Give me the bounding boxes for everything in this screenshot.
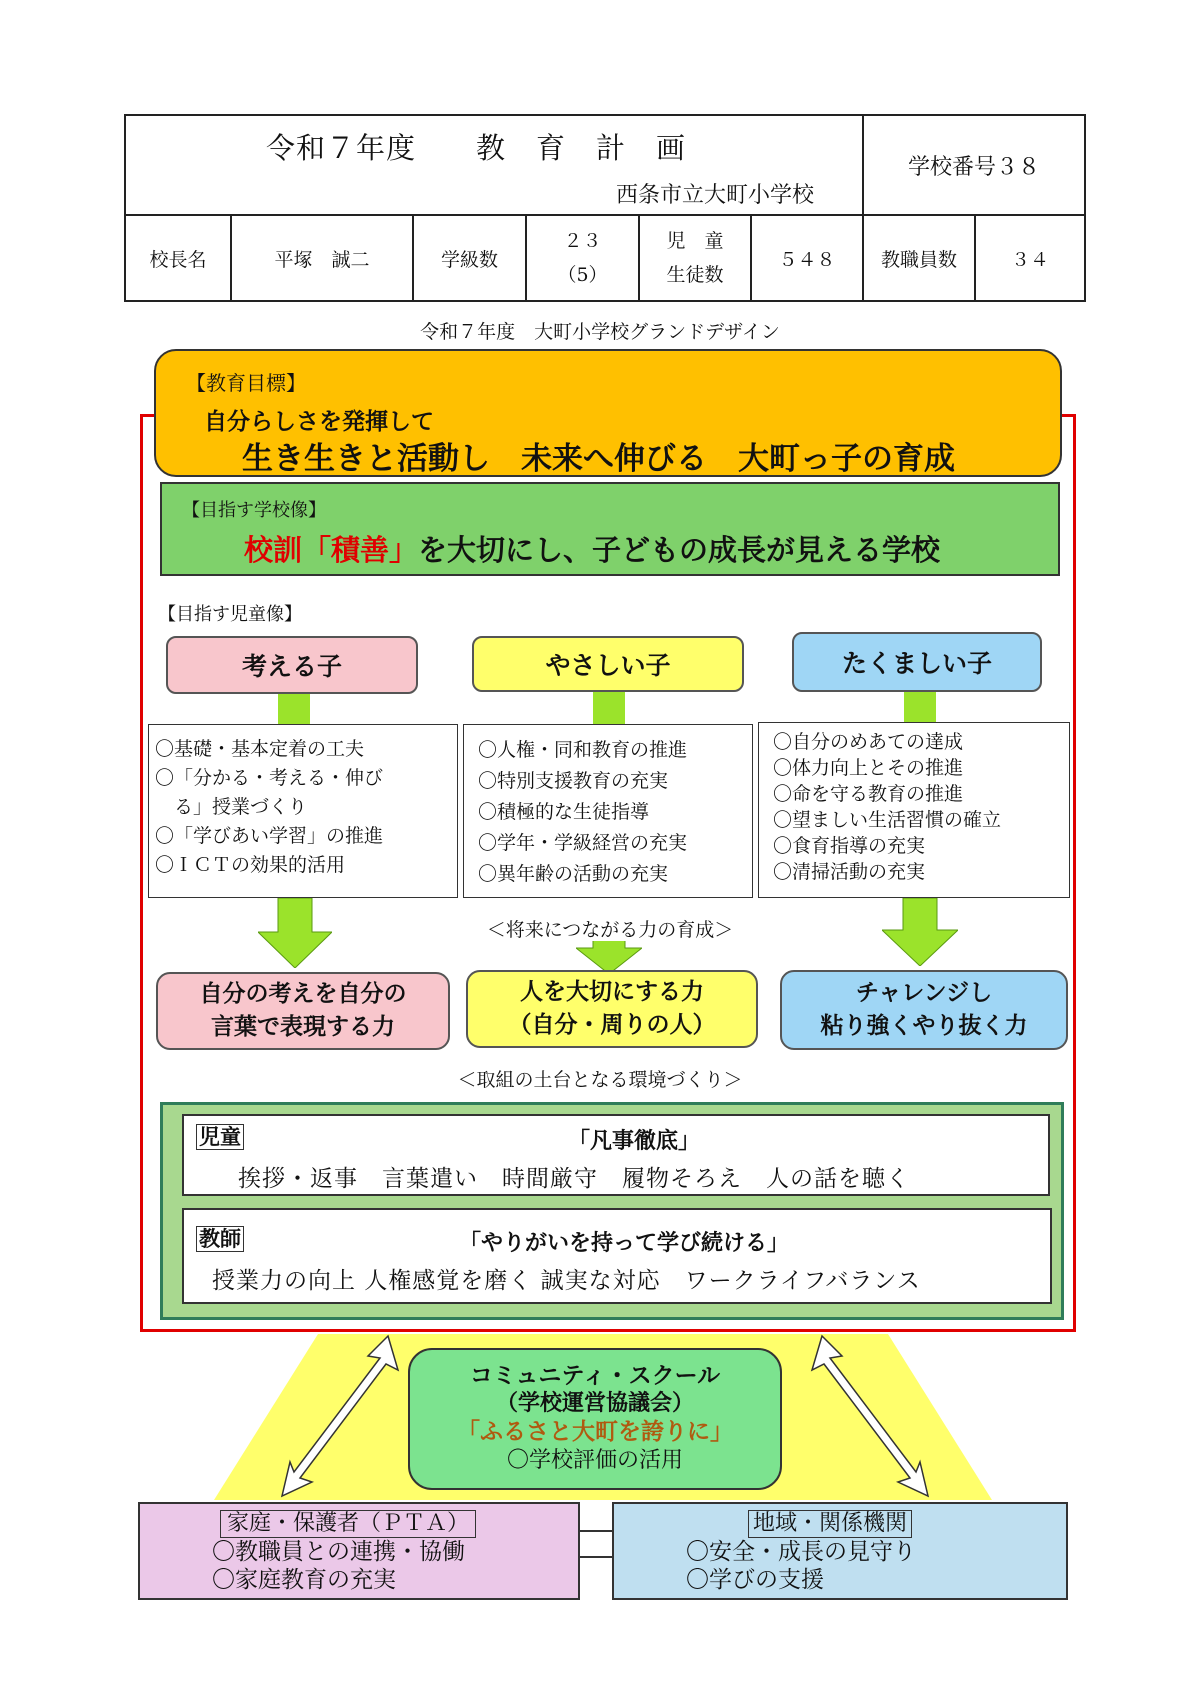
left-double-arrow-icon (270, 1330, 410, 1500)
principal-label: 校長名 (149, 248, 207, 271)
list-item: 〇人権・同和教育の推進 (478, 739, 688, 761)
outcome-line: （自分・周りの人） (508, 1012, 716, 1038)
outcome-line: 人を大切にする力 (520, 979, 704, 1005)
students-label-2: 生徒数 (666, 264, 724, 286)
staff-label: 教職員数 (880, 248, 957, 271)
region-box (612, 1502, 1068, 1600)
outcome-line: 自分の考えを自分の (199, 981, 407, 1007)
classes-sub: （5） (557, 264, 608, 286)
staff-value: ３４ (1010, 248, 1049, 271)
family-box (138, 1502, 580, 1600)
teachers-items: 授業力の向上 人権感覚を磨く 誠実な対応 ワークライフバランス (212, 1268, 921, 1294)
family-items (212, 1538, 465, 1594)
list-item: 〇自分のめあての達成 (773, 731, 964, 753)
pillar-title-think: 考える子 (166, 636, 418, 694)
students-tag: 児童 (196, 1124, 244, 1150)
school-number: 学校番号３８ (907, 154, 1040, 180)
future-label: ＜将来につながる力の育成＞ (420, 915, 800, 941)
students-label-1: 児 童 (666, 230, 724, 252)
list-item: 〇家庭教育の充実 (212, 1567, 396, 1593)
community-school-box (408, 1348, 782, 1490)
list-item: 〇命を守る教育の推進 (773, 783, 964, 805)
community-slogan: 「ふるさと大町を誇りに」 (457, 1419, 733, 1445)
teachers-heading: 「やりがいを持って学び続ける」 (458, 1231, 789, 1256)
list-item: 〇教職員との連携・協働 (212, 1539, 465, 1565)
list-item: 〇望ましい生活習慣の確立 (773, 809, 1002, 831)
community-line-1: コミュニティ・スクール (469, 1363, 721, 1389)
list-item: 〇基礎・基本定着の工夫 (155, 738, 365, 760)
plan-title: 令和７年度 教 育 計 画 (266, 131, 687, 165)
outcome-line: チャレンジし (855, 980, 993, 1006)
school-motto: 校訓「積善」 (244, 533, 419, 567)
list-item: 〇学びの支援 (686, 1567, 824, 1593)
list-item: 〇特別支援教育の充実 (478, 770, 669, 792)
list-item: 〇清掃活動の充実 (773, 861, 926, 883)
list-item: 〇ＩＣＴの効果的活用 (155, 854, 346, 876)
list-item: 〇安全・成長の見守り (686, 1539, 916, 1565)
teachers-tag: 教師 (196, 1226, 244, 1252)
region-items (686, 1538, 916, 1594)
list-item: る」授業づくり (155, 796, 308, 818)
region-heading: 地域・関係機関 (748, 1510, 912, 1538)
pillar-title-kind: やさしい子 (472, 636, 744, 692)
family-heading: 家庭・保護者（ＰＴＡ） (220, 1510, 476, 1538)
school-image-label: 【目指す学校像】 (182, 500, 326, 521)
school-image-rest: を大切にし、子どもの成長が見える学校 (418, 533, 941, 567)
outcome-line: 粘り強くやり抜く力 (820, 1013, 1028, 1039)
students-heading: 「凡事徹底」 (567, 1129, 700, 1154)
child-image-label: 【目指す児童像】 (158, 604, 302, 625)
list-item: 〇「学びあい学習」の推進 (155, 825, 384, 847)
bottom-connector (578, 1530, 614, 1532)
right-double-arrow-icon (800, 1330, 940, 1500)
students-items: 挨拶・返事 言葉遣い 時間厳守 履物そろえ 人の話を聴く (238, 1166, 910, 1192)
school-name: 西条市立大町小学校 (616, 183, 815, 208)
list-item: 〇体力向上とその推進 (773, 757, 964, 779)
community-line-2: （学校運営協議会） (495, 1391, 694, 1416)
goal-label: 【教育目標】 (186, 371, 306, 395)
design-title: 令和７年度 大町小学校グランドデザイン (420, 320, 780, 343)
goal-line-2: 生き生きと活動し 未来へ伸びる 大町っ子の育成 (242, 441, 955, 477)
list-item: 〇積極的な生徒指導 (478, 801, 650, 823)
classes-value: ２３ (563, 230, 602, 252)
community-item: 〇学校評価の活用 (506, 1448, 683, 1473)
list-item: 〇学年・学級経営の充実 (478, 832, 688, 854)
bottom-connector (578, 1556, 614, 1558)
list-item: 〇「分かる・考える・伸び (155, 767, 384, 789)
list-item: 〇異年齢の活動の充実 (478, 863, 669, 885)
outcome-line: 言葉で表現する力 (211, 1014, 395, 1040)
foundation-label: ＜取組の土台となる環境づくり＞ (457, 1068, 743, 1091)
list-item: 〇食育指導の充実 (773, 835, 926, 857)
principal-name: 平塚 誠二 (274, 248, 370, 271)
students-value: ５４８ (778, 248, 836, 271)
classes-label: 学級数 (440, 248, 498, 271)
goal-line-1: 自分らしさを発揮して (204, 409, 434, 435)
pillar-title-strong: たくましい子 (792, 632, 1042, 692)
